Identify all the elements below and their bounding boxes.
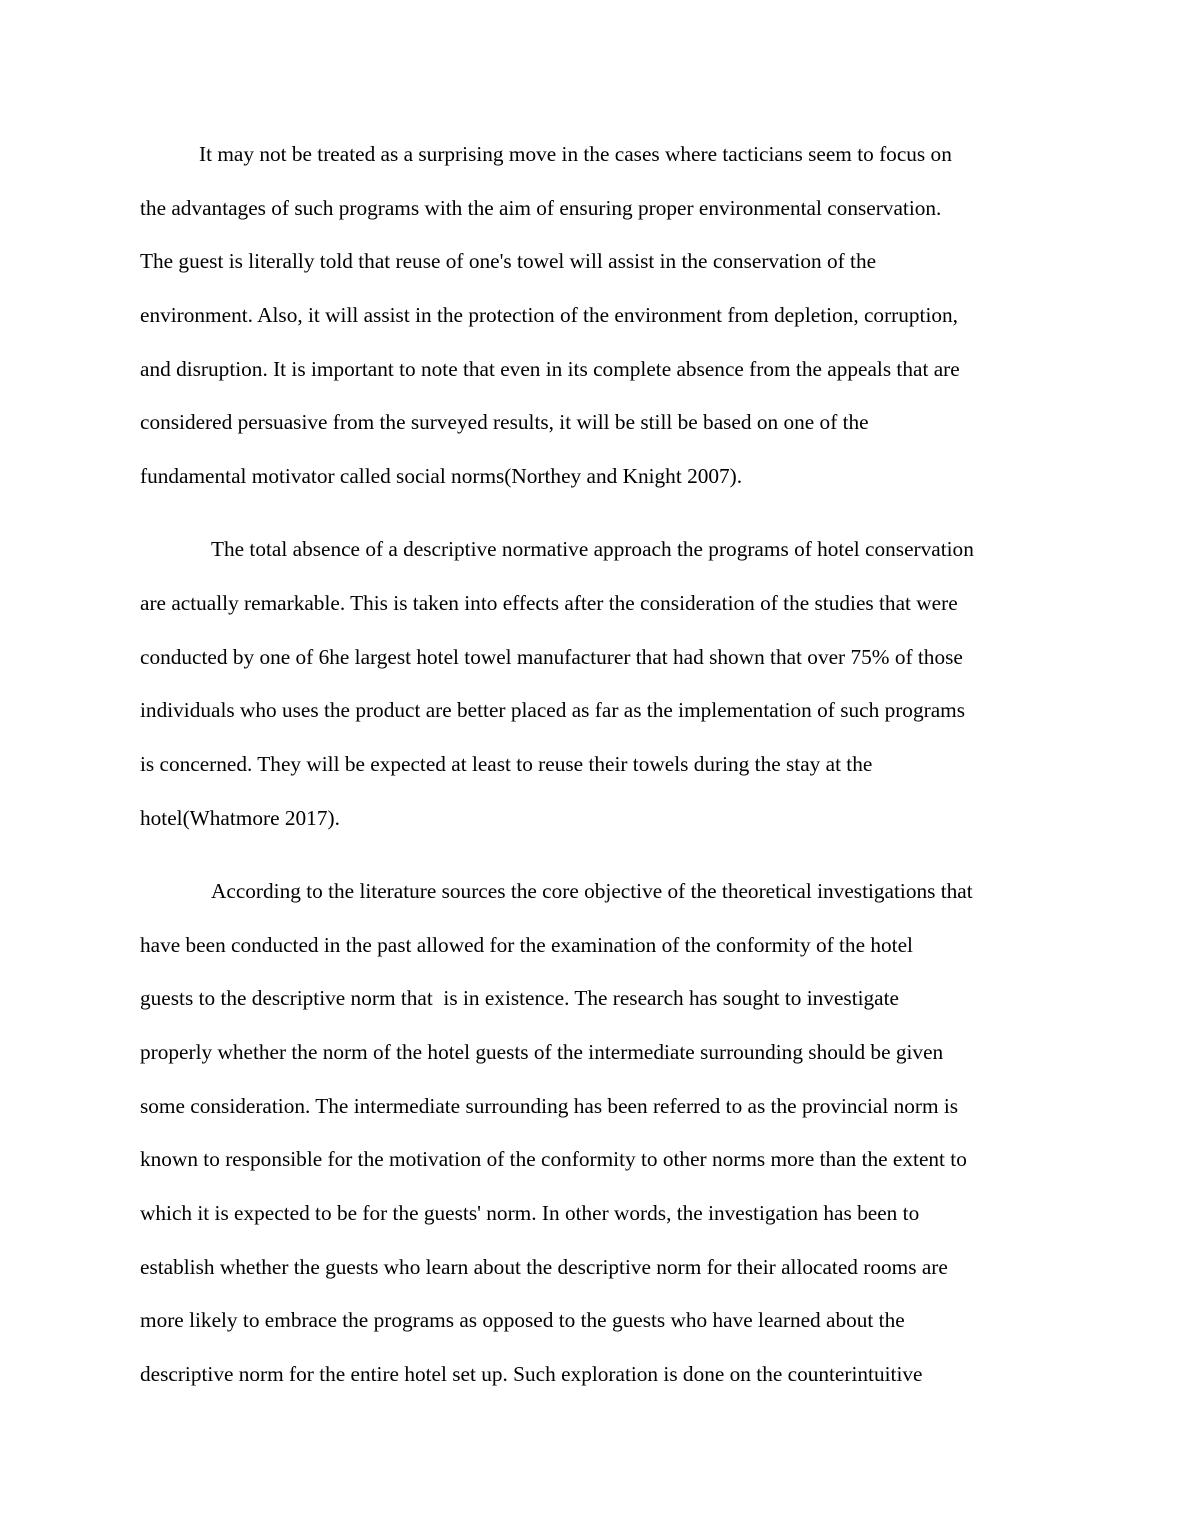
text-line: more likely to embrace the programs as opposed to the guests who have learned about the [140,1308,905,1332]
text-line: individuals who uses the product are better placed as far as the implementation of such programs [140,698,966,722]
text-line: known to responsible for the motivation of the conformity to other norms more than the extent to [140,1147,967,1171]
text-line: is concerned. They will be expected at least to reuse their towels during the stay at the [140,752,873,776]
text-line: It may not be treated as a surprising move in the cases where tacticians seem to focus on [199,142,952,166]
text-line: which it is expected to be for the guests' norm. In other words, the investigation has been to [140,1201,920,1225]
text-line: properly whether the norm of the hotel guests of the intermediate surrounding should be given [140,1040,944,1064]
text-line: and disruption. It is important to note that even in its complete absence from the appeals that are [140,357,960,381]
text-line: some consideration. The intermediate surrounding has been referred to as the provincial norm is [140,1094,959,1118]
text-line: the advantages of such programs with the aim of ensuring proper environmental conservation. [140,196,942,220]
text-line: environment. Also, it will assist in the protection of the environment from depletion, corruption, [140,303,959,327]
text-line: fundamental motivator called social norms(Northey and Knight 2007). [140,464,743,488]
text-line: The total absence of a descriptive normative approach the programs of hotel conservation [211,537,974,561]
text-line: considered persuasive from the surveyed results, it will be still be based on one of the [140,410,869,434]
text-line: descriptive norm for the entire hotel set up. Such exploration is done on the counterintuitive [140,1362,923,1386]
text-line: guests to the descriptive norm that is in existence. The research has sought to investigate [140,986,900,1010]
text-line: hotel(Whatmore 2017). [140,806,340,830]
text-line: The guest is literally told that reuse of one's towel will assist in the conservation of the [140,249,877,273]
text-line: According to the literature sources the core objective of the theoretical investigations that [211,879,973,903]
text-line: conducted by one of 6he largest hotel towel manufacturer that had shown that over 75% of those [140,645,963,669]
text-line: are actually remarkable. This is taken into effects after the consideration of the studies that were [140,591,958,615]
text-line: have been conducted in the past allowed for the examination of the conformity of the hotel [140,933,913,957]
text-line: establish whether the guests who learn about the descriptive norm for their allocated rooms are [140,1255,948,1279]
